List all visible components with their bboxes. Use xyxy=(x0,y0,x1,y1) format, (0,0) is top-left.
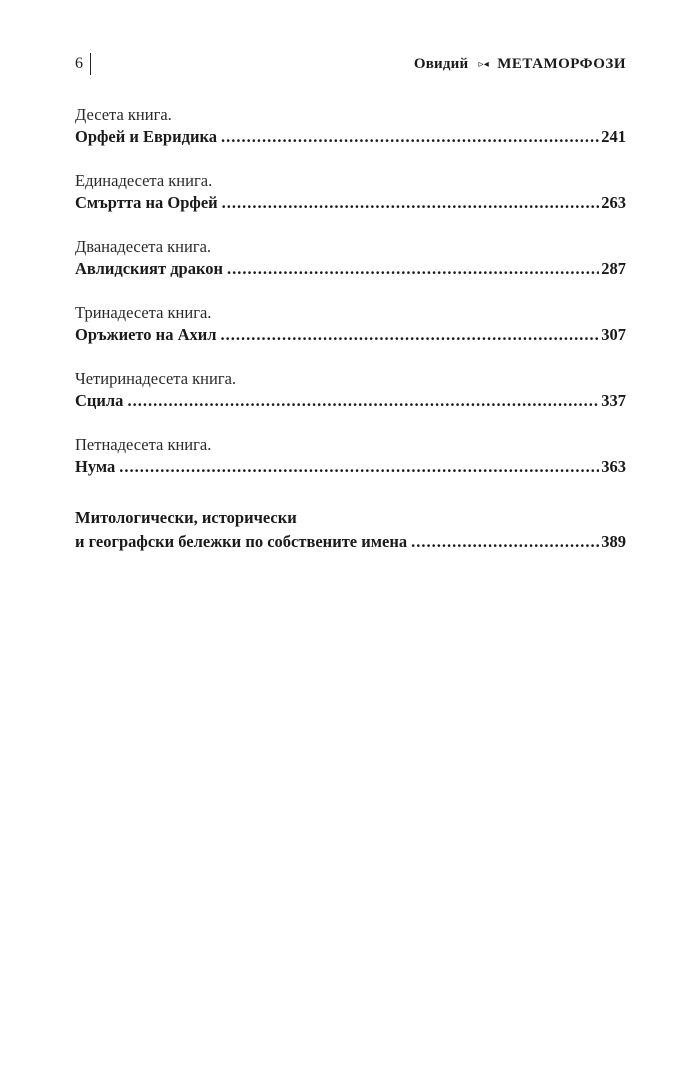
toc-entry-title: Смъртта на Орфей xyxy=(75,193,218,212)
toc-entry-line xyxy=(75,325,626,347)
toc-entry xyxy=(75,171,626,237)
toc-entry-title: Орфей и Евридика xyxy=(75,127,217,146)
header-divider xyxy=(90,53,91,75)
toc-final-entry-line2 xyxy=(75,532,626,556)
toc-leader-dots xyxy=(222,193,600,213)
toc-entry-page: 263 xyxy=(601,193,626,212)
table-of-contents xyxy=(75,105,626,501)
toc-entry xyxy=(75,303,626,369)
toc-entry-label: Десета книга. xyxy=(75,105,172,124)
toc-entry-label: Петнадесета книга. xyxy=(75,435,212,454)
toc-entry-page: 287 xyxy=(601,259,626,278)
toc-entry-label: Дванадесета книга. xyxy=(75,237,212,256)
toc-entry-page: 363 xyxy=(601,457,626,476)
toc-entry-line xyxy=(75,457,626,479)
toc-entry xyxy=(75,369,626,435)
toc-entry-line xyxy=(75,193,626,215)
page-number: 6 xyxy=(75,55,83,72)
toc-entry-label: Единадесета книга. xyxy=(75,171,213,190)
toc-entry-line xyxy=(75,127,626,149)
ornament-icon: ▹◂ xyxy=(478,59,489,70)
header-author: Овидий xyxy=(413,56,469,72)
toc-entry-title: Нума xyxy=(75,457,116,476)
toc-final-entry-page: 389 xyxy=(601,532,626,551)
toc-entry-page: 337 xyxy=(601,391,626,410)
running-header xyxy=(75,55,626,77)
header-book-title: МЕТАМОРФОЗИ xyxy=(497,56,626,72)
toc-leader-dots xyxy=(119,457,599,477)
toc-entry xyxy=(75,435,626,501)
toc-entry-title: Оръжието на Ахил xyxy=(75,325,217,344)
header-right xyxy=(414,55,626,73)
toc-leader-dots xyxy=(411,532,599,552)
toc-entry xyxy=(75,237,626,303)
toc-entry-line xyxy=(75,259,626,281)
toc-entry-label: Четиринадесета книга. xyxy=(75,369,237,388)
toc-leader-dots xyxy=(221,325,600,345)
toc-final-entry-line1: Митологически, исторически xyxy=(75,508,297,527)
toc-entry xyxy=(75,105,626,171)
toc-entry-label: Тринадесета книга. xyxy=(75,303,212,322)
toc-final-entry xyxy=(75,508,626,556)
toc-entry-title: Сцила xyxy=(75,391,124,410)
toc-final-entry-title: и географски бележки по собствените имена xyxy=(75,532,408,551)
toc-entry-title: Авлидският дракон xyxy=(75,259,224,278)
toc-entry-page: 241 xyxy=(601,127,626,146)
toc-leader-dots xyxy=(221,127,599,147)
toc-leader-dots xyxy=(227,259,599,279)
toc-leader-dots xyxy=(127,391,599,411)
toc-entry-line xyxy=(75,391,626,413)
toc-entry-page: 307 xyxy=(601,325,626,344)
